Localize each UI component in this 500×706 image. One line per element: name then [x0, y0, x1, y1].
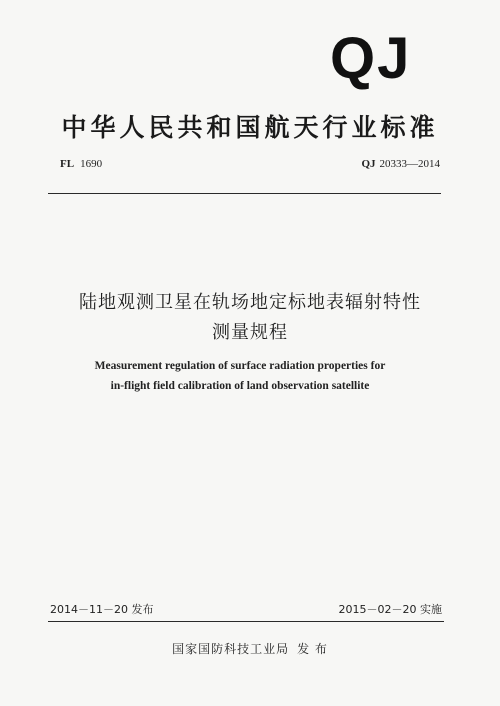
- implementation-date: 2015－02－20 实施: [338, 603, 442, 616]
- standard-category-title: 中华人民共和国航天行业标准: [61, 113, 439, 142]
- fl-label: FL: [60, 158, 75, 170]
- standard-number: [361, 158, 440, 170]
- standard-prefix: QJ: [361, 158, 376, 170]
- english-title-line-1: Measurement regulation of surface radiation properties for: [94, 360, 386, 372]
- fl-number: 1690: [80, 158, 103, 170]
- issue-date: 2014－11－20 发布: [50, 603, 154, 616]
- fl-classification-code: [60, 158, 102, 170]
- chinese-title-line-2: 测量规程: [212, 322, 288, 343]
- bottom-divider: [48, 621, 444, 622]
- publisher-line: [0, 640, 500, 657]
- top-divider: [48, 193, 441, 194]
- qj-logo: QJ: [330, 26, 412, 91]
- standard-number-value: 20333—2014: [379, 158, 440, 170]
- english-title-line-2: in-flight field calibration of land observation satellite: [110, 380, 370, 392]
- publisher-name: 国家国防科技工业局: [172, 642, 290, 656]
- chinese-title-line-1: 陆地观测卫星在轨场地定标地表辐射特性: [79, 292, 421, 313]
- publisher-verb: 发 布: [297, 642, 328, 656]
